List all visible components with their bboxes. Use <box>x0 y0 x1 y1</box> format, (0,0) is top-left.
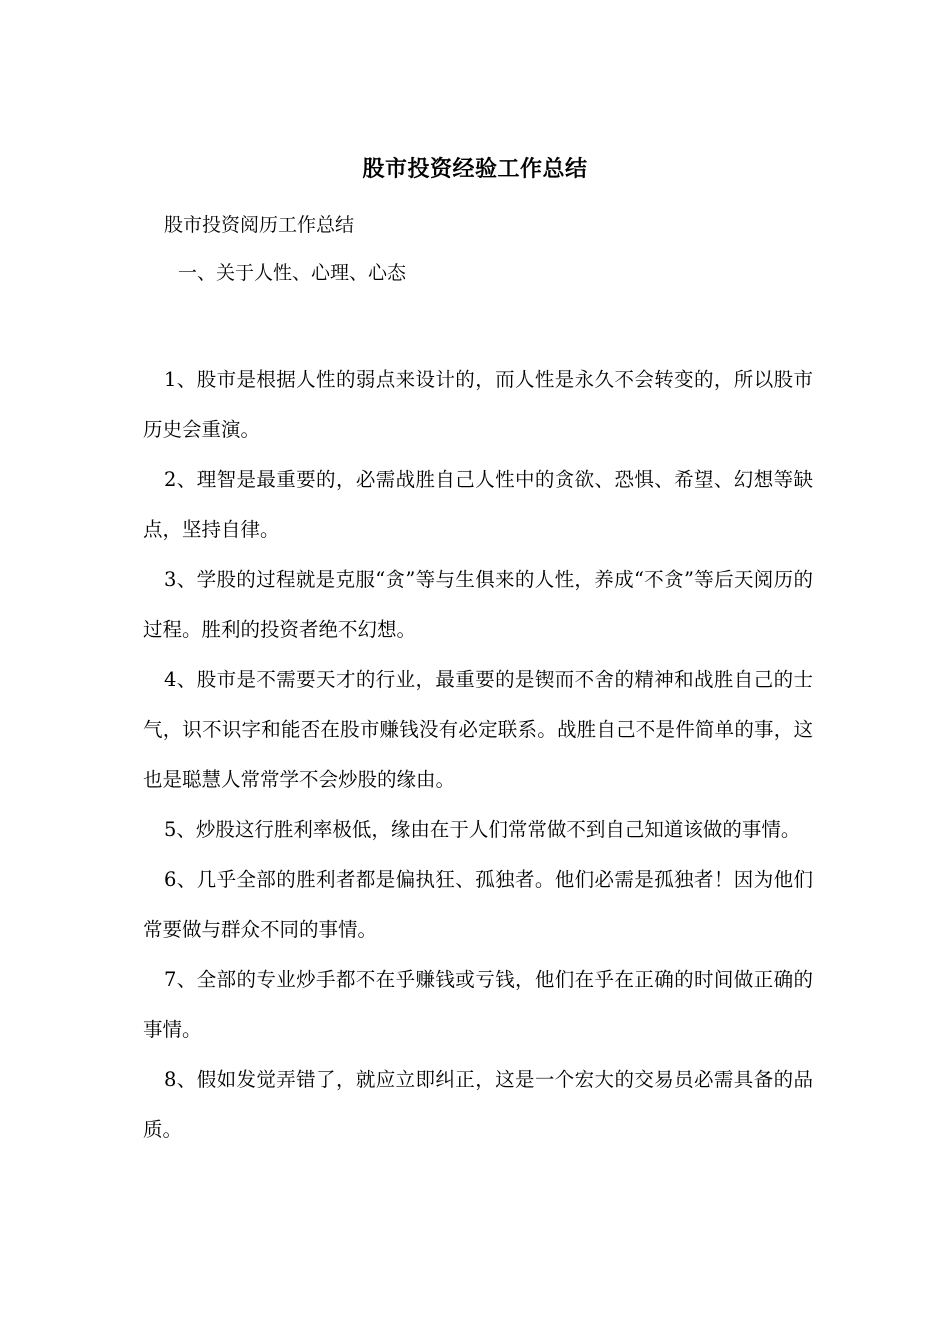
document-subtitle: 股市投资阅历工作总结 <box>164 214 355 236</box>
section-heading: 一、关于人性、心理、心态 <box>178 262 407 284</box>
paragraph-6: 6、几乎全部的胜利者都是偏执狂、孤独者。他们必需是孤独者！因为他们常要做与群众不同的事情。 <box>143 868 813 941</box>
document-title: 股市投资经验工作总结 <box>362 156 588 182</box>
paragraph-1: 1、股市是根据人性的弱点来设计的，而人性是永久不会转变的，所以股市历史会重演。 <box>143 368 813 441</box>
paragraph-2: 2、理智是最重要的，必需战胜自己人性中的贪欲、恐惧、希望、幻想等缺点，坚持自律。 <box>143 468 813 541</box>
document-body <box>143 355 813 1155</box>
paragraph-7: 7、全部的专业炒手都不在乎赚钱或亏钱，他们在乎在正确的时间做正确的事情。 <box>143 968 813 1041</box>
paragraph-3: 3、学股的过程就是克服“贪”等与生俱来的人性，养成“不贪”等后天阅历的过程。胜利的投资者绝不幻想。 <box>143 568 813 641</box>
paragraph-5: 5、炒股这行胜利率极低，缘由在于人们常常做不到自己知道该做的事情。 <box>164 818 801 841</box>
paragraph-4: 4、股市是不需要天才的行业，最重要的是锲而不舍的精神和战胜自己的士气，识不识字和能否在股市赚钱没有必定联系。战胜自己不是件简单的事，这也是聪慧人常常学不会炒股的缘由。 <box>143 668 813 791</box>
paragraph-8: 8、假如发觉弄错了，就应立即纠正，这是一个宏大的交易员必需具备的品质。 <box>143 1068 813 1141</box>
